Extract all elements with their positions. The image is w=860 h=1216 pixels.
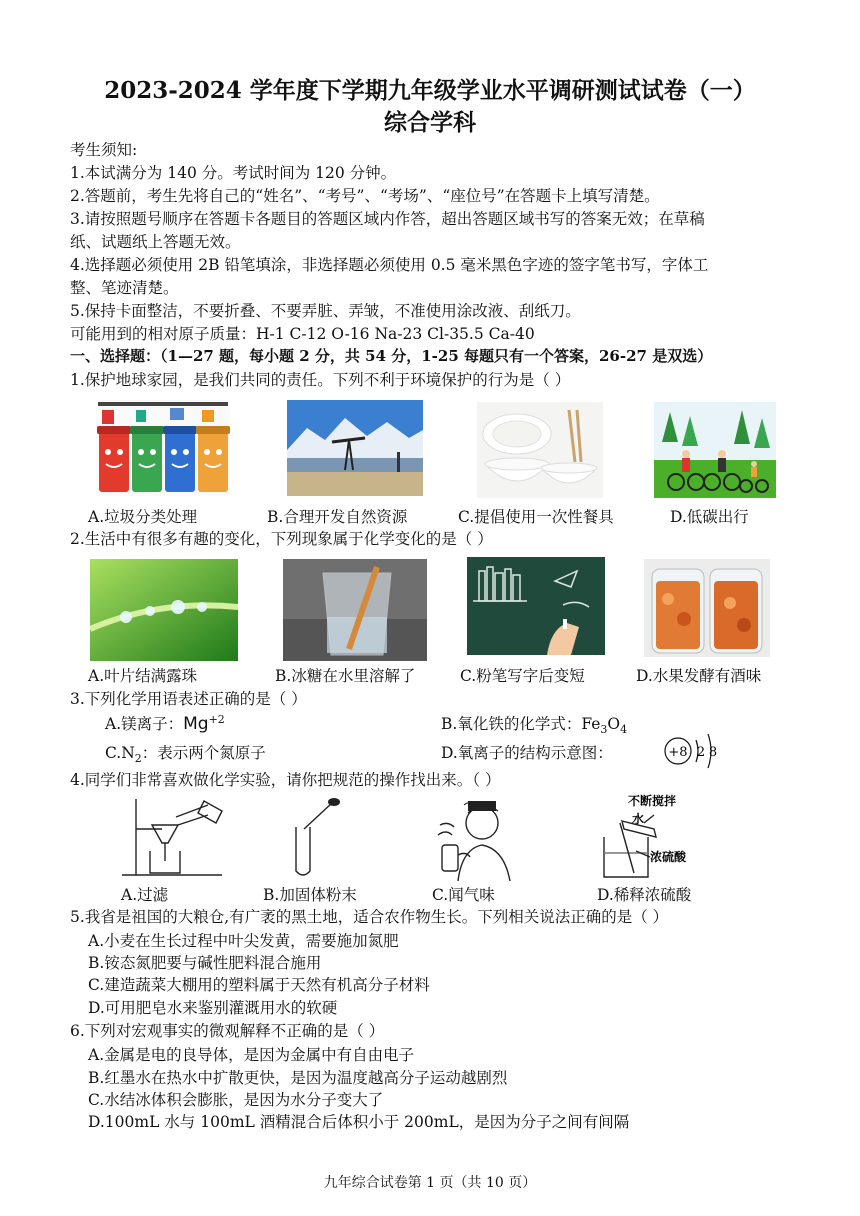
notice-heading: 考生须知: [70,141,138,159]
diagram-label-stir: 不断搅拌 [628,794,677,808]
q5-option-d: D.可用肥皂水来鉴别灌溉用水的软硬 [88,999,338,1017]
q3-option-b-sub: 3 [600,723,608,737]
q3-option-a-label: A.镁离子： [105,715,184,733]
q5-option-b: B.铵态氮肥要与碱性肥料混合施用 [88,954,322,972]
q3-option-b-oxygen: O [607,715,621,733]
page-footer: 九年综合试卷第 1 页（共 10 页） [323,1175,537,1191]
q1-option-b: B.合理开发自然资源 [267,508,408,526]
q3-stem: 3.下列化学用语表述正确的是（ ） [70,690,307,708]
notice-item: 4.选择题必须使用 2B 铅笔填涂，非选择题必须使用 0.5 毫米黑色字迹的签字笔书写，字体工 [70,256,709,274]
q3-option-c-label: C.N [105,744,135,762]
notice-item: 整、笔迹清楚。 [70,279,179,297]
q4-option-c: C.闻气味 [432,886,495,904]
second-shell-electrons: 8 [708,745,718,760]
sugar-dissolving-glass-image [283,559,427,661]
q6-stem: 6.下列对宏观事实的微观解释不正确的是（ ） [70,1022,385,1040]
q2-option-a: A.叶片结满露珠 [88,667,198,685]
q3-option-d: D.氧离子的结构示意图： [441,744,613,762]
section-heading: 一、选择题：（1—27 题，每小题 2 分，共 54 分，1-25 每题只有一个答案，26-27 是双选） [70,347,713,365]
q6-option-b: B.红墨水在热水中扩散更快，是因为温度越高分子运动越剧烈 [88,1069,508,1087]
garbage-bins-image [96,400,230,496]
q1-stem: 1.保护地球家园，是我们共同的责任。下列不利于环境保护的行为是（ ） [70,371,571,389]
q3-option-a-formula: Mg [183,714,209,734]
adding-powder-test-tube-diagram [286,795,346,881]
q6-option-c: C.水结冰体积会膨胀，是因为水分子变大了 [88,1091,384,1109]
notice-item: 1.本试满分为 140 分。考试时间为 120 分钟。 [70,164,397,182]
q4-stem: 4.同学们非常喜欢做化学实验，请你把规范的操作找出来。（ ） [70,771,501,789]
q1-option-c: C.提倡使用一次性餐具 [458,508,614,526]
notice-item: 2.答题前，考生先将自己的“姓名”、“考号”、“考场”、“座位号”在答题卡上填写清楚。 [70,187,660,205]
notice-item: 纸、试题纸上答题无效。 [70,233,241,251]
q3-option-a [105,712,225,734]
notice-item: 3.请按照题号顺序在答题卡各题目的答题区域内作答，超出答题区域书写的答案无效；在草稿 [70,210,705,228]
q5-stem: 5.我省是祖国的大粮仓,有广袤的黑土地，适合农作物生长。下列相关说法正确的是（ ） [70,908,669,926]
exam-subtitle: 综合学科 [384,109,476,136]
q2-stem: 2.生活中有很多有趣的变化，下列现象属于化学变化的是（ ） [70,530,493,548]
diagram-label-acid: 浓硫酸 [650,850,687,864]
q1-option-a: A.垃圾分类处理 [88,508,198,526]
smelling-gas-diagram [418,795,522,881]
first-shell-electrons: 2 [696,745,706,760]
q4-option-b: B.加固体粉末 [263,886,357,904]
fruit-fermentation-jars-image [644,559,770,657]
q3-option-b-label: B.氧化铁的化学式：Fe [441,715,601,733]
q2-option-d: D.水果发酵有酒味 [636,667,762,685]
dewdrops-leaf-image [90,559,238,661]
cycling-family-image [654,402,776,498]
q2-option-b: B.冰糖在水里溶解了 [275,667,416,685]
q4-option-a: A.过滤 [121,886,169,904]
atomic-masses: 可能用到的相对原子质量：H-1 C-12 O-16 Na-23 Cl-35.5 Ca-40 [70,325,535,343]
q5-option-a: A.小麦在生长过程中叶尖发黄，需要施加氮肥 [88,932,399,950]
q2-option-c: C.粉笔写字后变短 [460,667,585,685]
oil-pump-landscape-image [287,400,423,496]
notice-item: 5.保持卡面整洁，不要折叠、不要弄脏、弄皱，不准使用涂改液、刮纸刀。 [70,302,581,320]
diluting-sulfuric-acid-diagram [594,793,714,883]
disposable-tableware-image [477,402,603,498]
chalkboard-writing-image [467,557,605,655]
diagram-label-water: 水 [632,812,645,826]
q3-option-c-rest: ：表示两个氮原子 [141,744,266,762]
q3-option-c-sub: 2 [134,752,142,766]
filtration-apparatus-diagram [112,795,230,879]
q6-option-a: A.金属是电的良导体，是因为金属中有自由电子 [88,1046,415,1064]
q3-option-a-charge: +2 [208,712,225,726]
q1-option-d: D.低碳出行 [670,508,749,526]
q3-option-c [105,741,266,765]
exam-title: 2023-2024 学年度下学期九年级学业水平调研测试试卷（一） [104,77,756,104]
q3-option-b [441,712,627,736]
q5-option-c: C.建造蔬菜大棚用的塑料属于天然有机高分子材料 [88,976,430,994]
q4-option-d: D.稀释浓硫酸 [597,886,692,904]
nucleus-charge: +8 [668,745,688,760]
q3-option-b-sub: 4 [620,723,628,737]
q6-option-d: D.100mL 水与 100mL 酒精混合后体积小于 200mL，是因为分子之间有间隔 [88,1113,630,1131]
oxygen-ion-structure-diagram [656,726,726,776]
